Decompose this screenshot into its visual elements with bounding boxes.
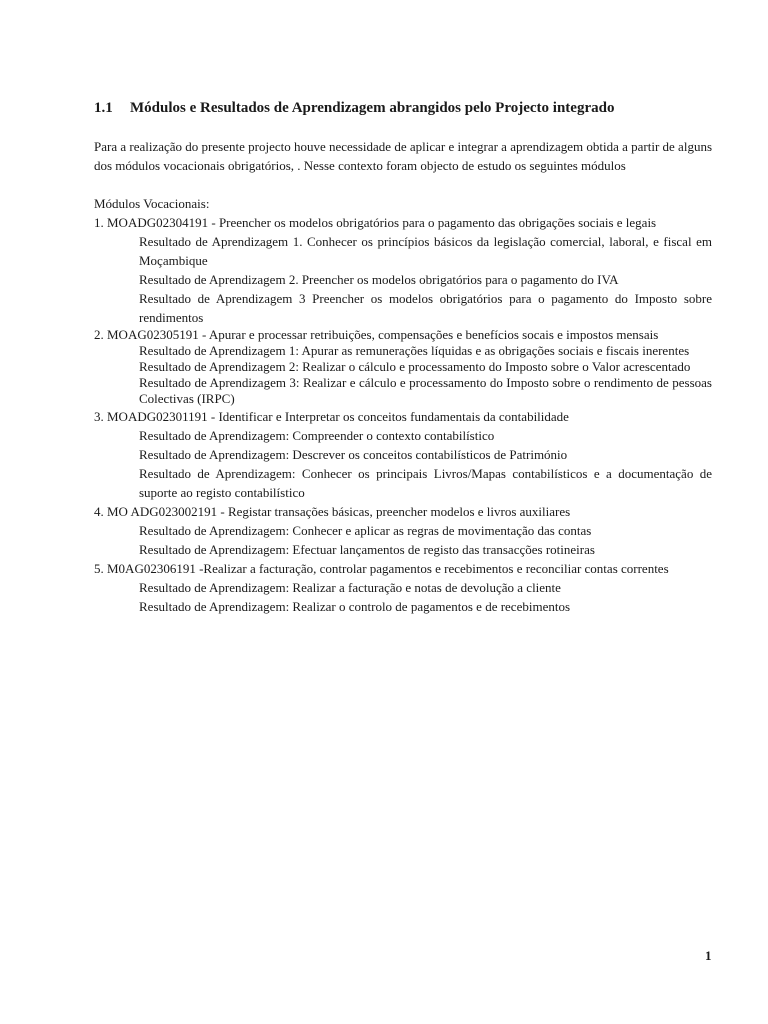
module-item: 5. M0AG02306191 -Realizar a facturação, controlar pagamentos e recebimentos e reconciliar contas correntes bbox=[94, 561, 669, 576]
module-item: 3. MOADG02301191 - Identificar e Interpretar os conceitos fundamentais da contabilidade bbox=[94, 409, 569, 424]
learning-outcome: Resultado de Aprendizagem 1. Conhecer os princípios básicos da legislação comercial, laboral, e fiscal em Moçambique bbox=[139, 234, 712, 268]
learning-outcome: Resultado de Aprendizagem: Realizar o controlo de pagamentos e de recebimentos bbox=[139, 599, 571, 614]
learning-outcome: Resultado de Aprendizagem 3: Realizar e cálculo e processamento do Imposto sobre o rendimento de pessoas Colectivas (IRPC) bbox=[139, 375, 712, 406]
page-number: 1 bbox=[705, 948, 712, 963]
section-number: 1.1 bbox=[94, 100, 113, 116]
module-item: 1. MOADG02304191 - Preencher os modelos obrigatórios para o pagamento das obrigações sociais e legais bbox=[94, 215, 657, 230]
intro-paragraph: Para a realização do presente projecto houve necessidade de aplicar e integrar a aprendizagem obtida a partir de alguns dos módulos vocacionais obrigatórios, . Nesse contexto foram objecto de estudo os seguintes módulos bbox=[94, 139, 712, 173]
learning-outcome: Resultado de Aprendizagem: Descrever os conceitos contabilísticos de Património bbox=[139, 447, 568, 462]
learning-outcome: Resultado de Aprendizagem 2: Realizar o cálculo e processamento do Imposto sobre o Valor acrescentado bbox=[139, 359, 691, 374]
module-item: 2. MOAG02305191 - Apurar e processar retribuições, compensações e benefícios socais e impostos mensais bbox=[94, 327, 659, 342]
document-body bbox=[94, 98, 712, 616]
learning-outcome: Resultado de Aprendizagem 3 Preencher os modelos obrigatórios para o pagamento do Imposto sobre rendimentos bbox=[139, 291, 712, 325]
section-heading bbox=[94, 98, 712, 118]
learning-outcome: Resultado de Aprendizagem: Efectuar lançamentos de registo das transacções rotineiras bbox=[139, 542, 595, 557]
learning-outcome: Resultado de Aprendizagem: Realizar a facturação e notas de devolução a cliente bbox=[139, 580, 561, 595]
learning-outcome: Resultado de Aprendizagem: Compreender o contexto contabilístico bbox=[139, 428, 495, 443]
section-title: Módulos e Resultados de Aprendizagem abrangidos pelo Projecto integrado bbox=[130, 100, 615, 116]
learning-outcome: Resultado de Aprendizagem 2. Preencher os modelos obrigatórios para o pagamento do IVA bbox=[139, 272, 619, 287]
module-item: 4. MO ADG023002191 - Registar transações básicas, preencher modelos e livros auxiliares bbox=[94, 504, 571, 519]
modules-title: Módulos Vocacionais: bbox=[94, 196, 210, 211]
learning-outcome: Resultado de Aprendizagem: Conhecer e aplicar as regras de movimentação das contas bbox=[139, 523, 592, 538]
learning-outcome: Resultado de Aprendizagem: Conhecer os principais Livros/Mapas contabilísticos e a documentação de suporte ao registo contabilístico bbox=[139, 466, 712, 500]
learning-outcome: Resultado de Aprendizagem 1: Apurar as remunerações líquidas e as obrigações sociais e fiscais inerentes bbox=[139, 343, 690, 358]
